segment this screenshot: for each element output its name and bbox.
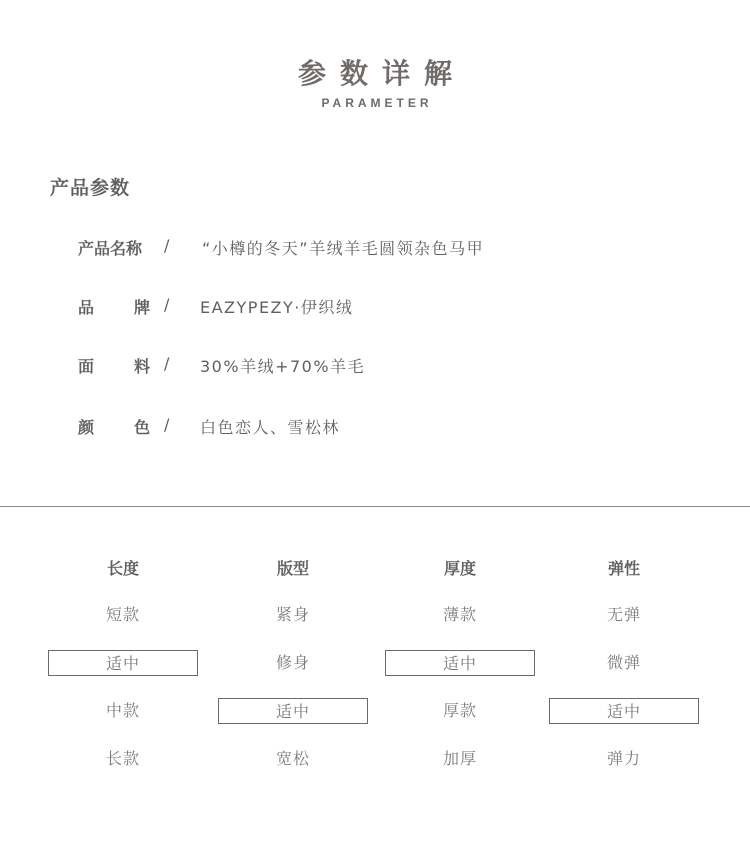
attr-option: 紧身 <box>275 605 310 624</box>
attr-option-selected: 适中 <box>385 650 535 676</box>
param-row-name <box>78 236 698 260</box>
param-separator: / <box>164 236 170 255</box>
param-separator: / <box>164 295 170 314</box>
param-row-brand <box>78 295 698 319</box>
attr-option: 薄款 <box>442 605 477 624</box>
attr-option: 微弹 <box>606 653 641 672</box>
param-label-char: 色 <box>133 418 150 437</box>
param-label-char: 料 <box>133 357 150 376</box>
param-separator: / <box>164 415 170 434</box>
attr-option: 长款 <box>105 749 140 768</box>
param-label-char: 品 <box>78 298 95 317</box>
attr-heading: 弹性 <box>607 559 640 578</box>
attr-option: 修身 <box>275 653 310 672</box>
param-value: “小樽的冬天”羊绒羊毛圆领杂色马甲 <box>202 239 485 258</box>
param-row-color <box>78 415 698 439</box>
param-label <box>78 354 150 377</box>
param-row-material <box>78 354 698 378</box>
param-label-char: 颜 <box>78 418 95 437</box>
param-value: EAZYPEZY·伊织绒 <box>200 298 354 317</box>
attr-option: 厚款 <box>442 701 477 720</box>
param-label-char: 面 <box>78 357 95 376</box>
param-value: 30%羊绒+70%羊毛 <box>200 357 366 376</box>
param-separator: / <box>164 354 170 373</box>
attr-option: 加厚 <box>442 749 477 768</box>
attr-option-selected: 适中 <box>549 698 699 724</box>
section-title: 产品参数 <box>50 177 131 199</box>
page-subtitle: PARAMETER <box>321 96 433 110</box>
attr-option: 无弹 <box>606 605 641 624</box>
attr-option: 短款 <box>105 605 140 624</box>
param-value: 白色恋人、雪松林 <box>200 418 341 437</box>
attr-heading: 版型 <box>276 559 309 578</box>
param-label-text: 产品名称 <box>78 239 143 258</box>
attr-heading: 长度 <box>106 559 139 578</box>
attr-option-selected: 适中 <box>218 698 368 724</box>
section-divider <box>0 506 750 507</box>
param-label <box>78 295 150 318</box>
attr-option: 宽松 <box>275 749 310 768</box>
param-label <box>78 415 150 438</box>
attr-heading: 厚度 <box>443 559 476 578</box>
param-label-char: 牌 <box>133 298 150 317</box>
page-title: 参数详解 <box>297 57 466 90</box>
attr-option-selected: 适中 <box>48 650 198 676</box>
attr-option: 中款 <box>105 701 140 720</box>
attr-option: 弹力 <box>606 749 641 768</box>
param-label <box>78 236 150 259</box>
